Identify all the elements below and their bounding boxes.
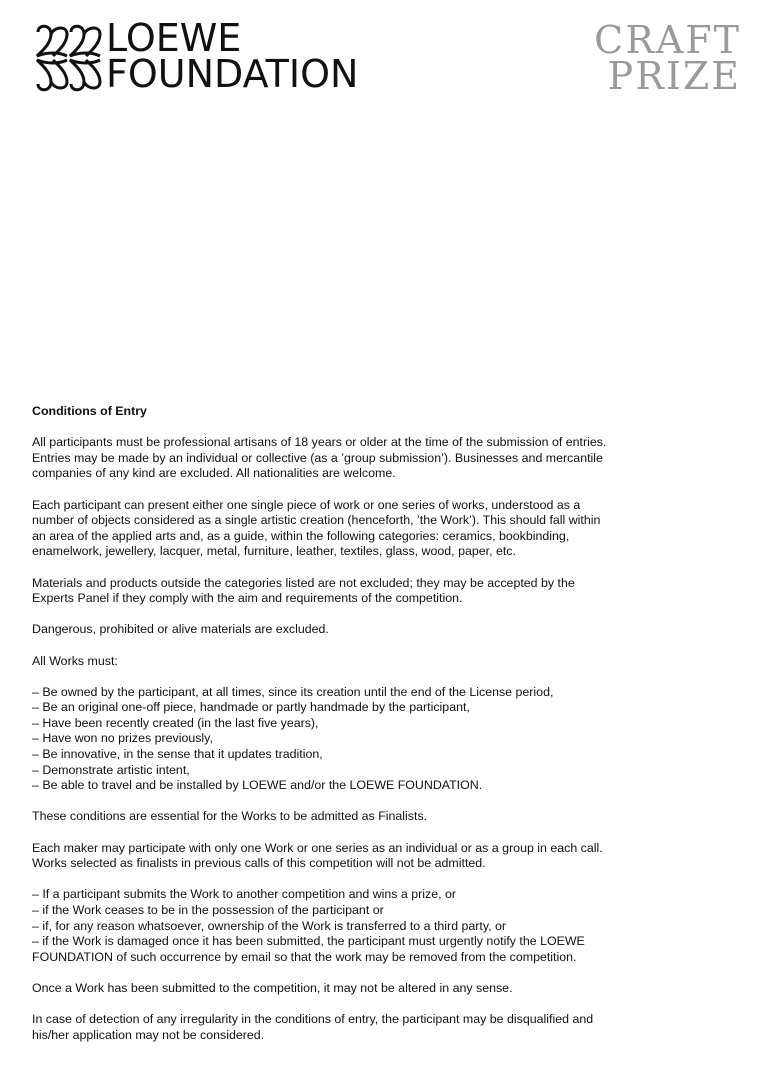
conditions-of-entry-section [32, 404, 657, 1059]
list-item: FOUNDATION of such occurrence by email so that the work may be removed from the competition. [32, 949, 577, 964]
paragraph-work-definition [32, 498, 657, 560]
text-line: Each maker may participate with only one Work or one series as an individual or as a group in each call. [32, 840, 603, 855]
requirements-list [32, 685, 657, 794]
text-line: In case of detection of any irregularity in the conditions of entry, the participant may be disqualified and [32, 1012, 594, 1027]
paragraph-no-alteration [32, 981, 657, 997]
text-line: All participants must be professional artisans of 18 years or older at the time of the submission of entries. [32, 435, 607, 450]
list-item: – Have won no prizes previously, [32, 731, 213, 746]
list-item: – Be owned by the participant, at all times, since its creation until the end of the License period, [32, 684, 554, 699]
document-header [0, 0, 771, 110]
text-line: These conditions are essential for the Works to be admitted as Finalists. [32, 809, 428, 824]
list-item: – Have been recently created (in the last five years), [32, 715, 319, 730]
text-line: Dangerous, prohibited or alive materials are excluded. [32, 622, 329, 637]
paragraph-irregularity [32, 1012, 657, 1043]
loewe-anagram-logo [33, 22, 103, 94]
list-item: – If a participant submits the Work to another competition and wins a prize, or [32, 887, 457, 902]
list-item: – Demonstrate artistic intent, [32, 762, 190, 777]
list-item: – Be an original one-off piece, handmade or partly handmade by the participant, [32, 700, 470, 715]
text-line: All Works must: [32, 653, 118, 668]
loewe-foundation-wordmark [106, 16, 359, 96]
list-item: – Be innovative, in the sense that it updates tradition, [32, 747, 323, 762]
list-item: – if the Work is damaged once it has been submitted, the participant must urgently notify the LOEWE [32, 934, 585, 949]
text-line: Materials and products outside the categories listed are not excluded; they may be accepted by the [32, 575, 575, 590]
paragraph-participants [32, 435, 657, 482]
text-line: Works selected as finalists in previous calls of this competition will not be admitted. [32, 856, 486, 871]
notification-conditions-list [32, 887, 657, 965]
prize-line-craft: CRAFT [594, 18, 741, 62]
paragraph-dangerous-materials [32, 622, 657, 638]
text-line: Entries may be made by an individual or collective (as a ’group submission’). Businesses and mercantile [32, 450, 603, 465]
paragraph-essential-conditions [32, 809, 657, 825]
logo-line-foundation: FOUNDATION [106, 52, 359, 96]
text-line: his/her application may not be considered. [32, 1027, 265, 1042]
list-item: – Be able to travel and be installed by LOEWE and/or the LOEWE FOUNDATION. [32, 778, 483, 793]
section-heading: Conditions of Entry [32, 404, 147, 418]
text-line: an area of the applied arts and, as a guide, within the following categories: ceramics, bookbinding, [32, 528, 570, 543]
text-line: Experts Panel if they comply with the aim and requirements of the competition. [32, 591, 463, 606]
text-line: enamelwork, jewellery, lacquer, metal, furniture, leather, textiles, glass, wood, paper, etc. [32, 544, 516, 559]
text-line: Each participant can present either one single piece of work or one series of works, understood as a [32, 497, 581, 512]
prize-line-prize: PRIZE [607, 54, 741, 98]
logo-line-loewe: LOEWE [106, 16, 242, 60]
text-line: companies of any kind are excluded. All nationalities are welcome. [32, 466, 396, 481]
text-line: number of objects considered as a single artistic creation (henceforth, ’the Work’). This should fall within [32, 513, 601, 528]
paragraph-materials [32, 576, 657, 607]
paragraph-all-works-must [32, 654, 657, 670]
text-line: Once a Work has been submitted to the competition, it may not be altered in any sense. [32, 980, 513, 995]
list-item: – if the Work ceases to be in the possession of the participant or [32, 903, 384, 917]
list-item: – if, for any reason whatsoever, ownership of the Work is transferred to a third party, or [32, 918, 507, 933]
craft-prize-wordmark [594, 18, 741, 98]
paragraph-one-work-per-maker [32, 841, 657, 872]
